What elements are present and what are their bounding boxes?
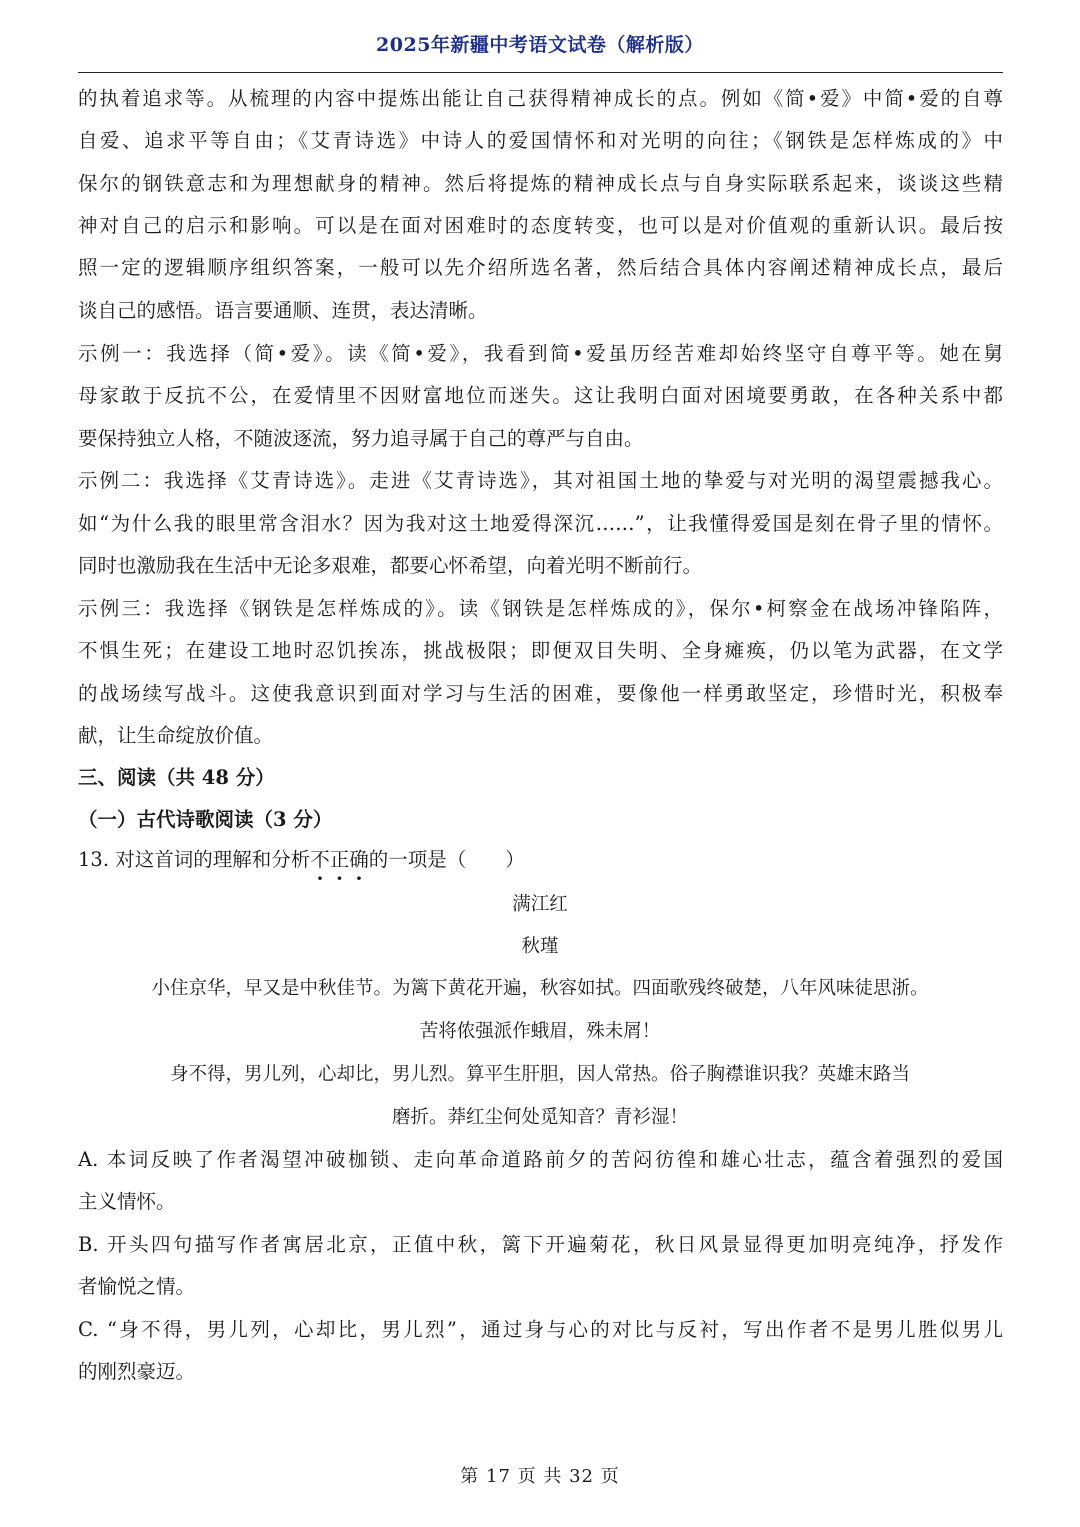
- poem-line: 身不得，男儿列，心却比，男儿烈。算平生肝胆，因人常热。俗子胸襟谁识我？英雄末路当: [169, 1064, 910, 1085]
- analysis-line: 自爱、追求平等自由；《艾青诗选》中诗人的爱国情怀和对光明的向往；《钢铁是怎样炼成的》中: [78, 129, 1003, 152]
- poem-title: 满江红: [512, 894, 568, 915]
- option-line: B. 开头四句描写作者寓居北京，正值中秋，篱下开遍菊花，秋日风景显得更加明亮纯净，抒发作: [78, 1233, 1003, 1256]
- example-line: 示例三：我选择《钢铁是怎样炼成的》。读《钢铁是怎样炼成的》，保尔•柯察金在战场冲锋陷阵，: [78, 597, 1003, 620]
- analysis-line: 神对自己的启示和影响。可以是在面对困难时的态度转变，也可以是对价值观的重新认识。最后按: [78, 214, 1003, 237]
- document-title: 2025年新疆中考语文试卷（解析版）: [376, 34, 704, 56]
- question-stem: 13. 对这首词的理解和分析: [78, 848, 311, 871]
- example-line: 要保持独立人格，不随波逐流，努力追寻属于自己的尊严与自由。: [78, 427, 644, 450]
- subsection-heading: （一）古代诗歌阅读（3 分）: [78, 808, 333, 831]
- example-line: 献，让生命绽放价值。: [78, 724, 274, 747]
- option-line: 的刚烈豪迈。: [78, 1360, 196, 1383]
- page-number: 第 17 页 共 32 页: [460, 1466, 620, 1487]
- analysis-line: 谈自己的感悟。语言要通顺、连贯，表达清晰。: [78, 299, 488, 322]
- option-line: 者愉悦之情。: [78, 1275, 196, 1298]
- header-divider: [78, 72, 1003, 73]
- example-line: 示例一：我选择（简•爱》。读《简•爱》，我看到简•爱虽历经苦难却始终坚守自尊平等。她在舅: [78, 342, 1003, 365]
- section-heading: 三、阅读（共 48 分）: [78, 766, 275, 789]
- analysis-line: 照一定的逻辑顺序组织答案，一般可以先介绍所选名著，然后结合具体内容阐述精神成长点，最后: [78, 256, 1003, 279]
- example-line: 同时也激励我在生活中无论多艰难，都要心怀希望，向着光明不断前行。: [78, 554, 703, 577]
- analysis-line: 保尔的钢铁意志和为理想献身的精神。然后将提炼的精神成长点与自身实际联系起来，谈谈这些精: [78, 172, 1003, 195]
- question-13: [78, 846, 1003, 874]
- poem-author: 秋瑾: [521, 936, 559, 957]
- poem-line: 磨折。莽红尘何处觅知音？青衫湿！: [391, 1107, 688, 1128]
- example-line: 如“为什么我的眼里常含泪水？因为我对这土地爱得深沉……”，让我懂得爱国是刻在骨子里的情怀。: [78, 512, 1003, 535]
- option-line: 主义情怀。: [78, 1190, 176, 1213]
- emphasized-char: 正: [329, 848, 350, 871]
- example-line: 示例二：我选择《艾青诗选》。走进《艾青诗选》，其对祖国土地的挚爱与对光明的渴望震撼我心。: [78, 469, 1003, 492]
- emphasized-char: 不: [310, 848, 330, 871]
- option-line: C. “身不得，男儿列，心却比，男儿烈”，通过身与心的对比与反衬，写出作者不是男儿胜似男儿: [78, 1318, 1003, 1341]
- poem-line: 小住京华，早又是中秋佳节。为篱下黄花开遍，秋容如拭。四面歌残终破楚，八年风味徒思浙。: [151, 978, 929, 999]
- example-line: 母家敢于反抗不公，在爱情里不因财富地位而迷失。这让我明白面对困境要勇敢，在各种关系中都: [78, 384, 1003, 407]
- option-line: A. 本词反映了作者渴望冲破枷锁、走向革命道路前夕的苦闷彷徨和雄心壮志，蕴含着强烈的爱国: [78, 1148, 1003, 1171]
- poem-line: 苦将侬强派作蛾眉，殊未屑！: [419, 1021, 661, 1042]
- example-line: 的战场续写战斗。这使我意识到面对学习与生活的困难，要像他一样勇敢坚定，珍惜时光，积极奉: [78, 682, 1003, 705]
- analysis-line: 的执着追求等。从梳理的内容中提炼出能让自己获得精神成长的点。例如《简•爱》中简•爱的自尊: [78, 87, 1003, 110]
- emphasized-char: 确: [349, 848, 369, 871]
- example-line: 不惧生死；在建设工地时忍饥挨冻，挑战极限；即便双目失明、全身瘫痪，仍以笔为武器，在文学: [78, 639, 1003, 662]
- question-stem-end: 的一项是（ ）: [368, 848, 525, 871]
